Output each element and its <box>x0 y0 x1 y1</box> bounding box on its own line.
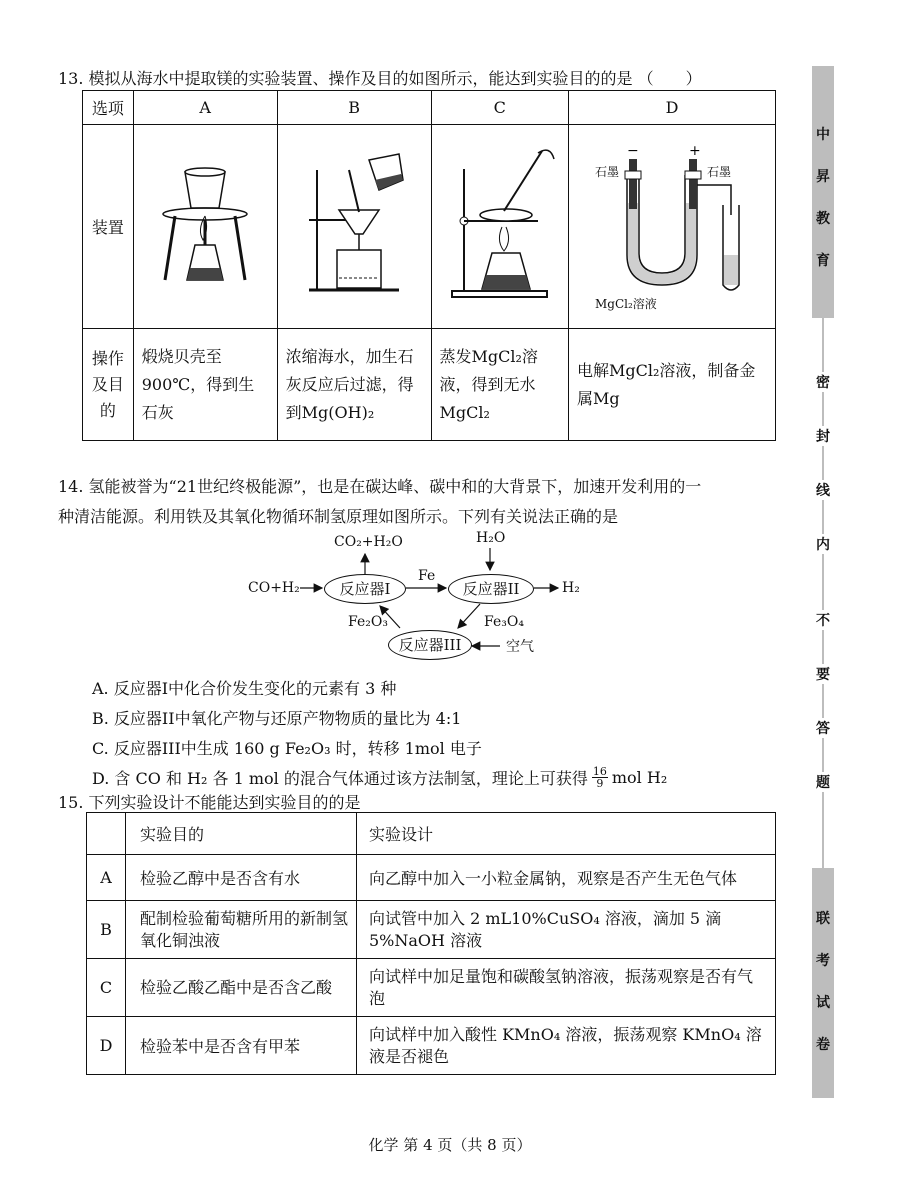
side-char-top-3: 教 <box>816 211 830 227</box>
q14-option-b: B. 反应器II中氧化产物与还原产物物质的量比为 4:1 <box>92 709 462 728</box>
q14-option-c: C. 反应器III中生成 160 g Fe₂O₃ 时，转移 1mol 电子 <box>92 739 482 758</box>
crucible-tripod-diagram <box>145 150 265 300</box>
anode-sign: + <box>689 144 701 159</box>
binding-strip-top-band <box>812 66 834 318</box>
q15-table <box>86 812 776 1075</box>
q13-operation-a: 煅烧贝壳至900℃，得到生石灰 <box>133 329 277 441</box>
label-h2o: H₂O <box>476 530 506 546</box>
q15-header-purpose: 实验目的 <box>126 813 357 855</box>
q14-title-line2: 种清洁能源。利用铁及其氧化物循环制氢原理如图所示。下列有关说法正确的是 <box>58 507 619 526</box>
q13-device-c <box>431 125 568 329</box>
q15-row-c-design: 向试样中加足量饱和碳酸氢钠溶液，振荡观察是否有气泡 <box>357 959 776 1017</box>
filtration-diagram <box>289 150 419 300</box>
q15-row-d-design: 向试样中加入酸性 KMnO₄ 溶液，振荡观察 KMnO₄ 溶液是否褪色 <box>357 1017 776 1075</box>
binding-strip-bottom-band <box>812 868 834 1098</box>
q15-row-b-opt: B <box>87 901 126 959</box>
q14-option-d-text: D. 含 CO 和 H₂ 各 1 mol 的混合气体通过该方法制氢，理论上可获得 <box>92 769 588 788</box>
side-char-bottom-1: 联 <box>816 911 830 927</box>
q14-option-a: A. 反应器I中化合价发生变化的元素有 3 种 <box>92 679 397 698</box>
side-char-bottom-4: 卷 <box>816 1037 830 1053</box>
side-char-mid-6: 要 <box>812 664 834 684</box>
label-co2-h2o: CO₂+H₂O <box>334 534 403 550</box>
graphite-right-label: 石墨 <box>707 165 732 179</box>
q14-option-d <box>92 766 667 789</box>
reactor-2: 反应器II <box>448 574 534 604</box>
q13-device-d <box>569 125 776 329</box>
q15-header-blank <box>87 813 126 855</box>
q15-row-c-purpose: 检验乙酸乙酯中是否含乙酸 <box>126 959 357 1017</box>
fraction-denominator: 9 <box>596 777 604 790</box>
q15-row-a-opt: A <box>87 855 126 901</box>
q14-cycle-diagram <box>240 530 580 660</box>
q13-header-option: 选项 <box>83 91 134 125</box>
side-char-mid-7: 答 <box>812 718 834 738</box>
q15-row-d-purpose: 检验苯中是否含有甲苯 <box>126 1017 357 1075</box>
q15-row-b-design: 向试管中加入 2 mL10%CuSO₄ 溶液，滴加 5 滴 5%NaOH 溶液 <box>357 901 776 959</box>
label-fe2o3: Fe₂O₃ <box>348 614 388 630</box>
side-char-top-4: 育 <box>816 253 830 269</box>
q13-row-device-label: 装置 <box>83 125 134 329</box>
q13-col-b: B <box>277 91 431 125</box>
side-char-bottom-3: 试 <box>816 995 830 1011</box>
reactor-1: 反应器I <box>324 574 406 604</box>
q15-row-b-purpose: 配制检验葡萄糖所用的新制氢氧化铜浊液 <box>126 901 357 959</box>
label-air: 空气 <box>506 639 534 655</box>
side-char-top-1: 中 <box>816 127 830 143</box>
side-char-top-2: 昇 <box>816 169 830 185</box>
q15-row-a-design: 向乙醇中加入一小粒金属钠，观察是否产生无色气体 <box>357 855 776 901</box>
q15-row-c-opt: C <box>87 959 126 1017</box>
q13-operation-c: 蒸发MgCl₂溶液，得到无水MgCl₂ <box>431 329 568 441</box>
q13-col-a: A <box>133 91 277 125</box>
q13-operation-b: 浓缩海水，加生石灰反应后过滤，得到Mg(OH)₂ <box>277 329 431 441</box>
q13-row-operation-label: 操作及目的 <box>83 329 134 441</box>
side-char-mid-4: 内 <box>812 534 834 554</box>
side-char-mid-2: 封 <box>812 426 834 446</box>
q13-operation-d: 电解MgCl₂溶液，制备金属Mg <box>569 329 776 441</box>
side-char-mid-8: 题 <box>812 772 834 792</box>
side-char-mid-1: 密 <box>812 372 834 392</box>
q13-device-b <box>277 125 431 329</box>
q15-row-a-purpose: 检验乙醇中是否含有水 <box>126 855 357 901</box>
cathode-sign: − <box>627 144 639 159</box>
label-co-h2: CO+H₂ <box>248 580 300 596</box>
fraction-numerator: 16 <box>592 765 607 778</box>
q13-device-a <box>133 125 277 329</box>
side-char-mid-3: 线 <box>812 480 834 500</box>
page-footer: 化学 第 4 页（共 8 页） <box>368 1136 532 1154</box>
fraction <box>592 766 608 789</box>
q13-title: 13. 模拟从海水中提取镁的实验装置、操作及目的如图所示，能达到实验目的的是 （ ） <box>58 69 702 88</box>
q14-title-line1: 14. 氢能被誉为“21世纪终极能源”，也是在碳达峰、碳中和的大背景下，加速开发利用的一 <box>58 477 702 496</box>
side-char-bottom-2: 考 <box>816 953 830 969</box>
mgcl2-solution-label: MgCl₂溶液 <box>595 297 657 311</box>
reactor-3: 反应器III <box>388 630 472 660</box>
q15-title: 15. 下列实验设计不能能达到实验目的的是 <box>58 793 361 812</box>
side-char-mid-5: 不 <box>812 610 834 630</box>
q14-option-d-tail: mol H₂ <box>611 768 668 787</box>
q15-header-design: 实验设计 <box>357 813 776 855</box>
q13-col-c: C <box>431 91 568 125</box>
evaporation-diagram <box>442 145 557 305</box>
q13-table <box>82 90 776 441</box>
q13-col-d: D <box>569 91 776 125</box>
label-fe3o4: Fe₃O₄ <box>484 614 524 630</box>
graphite-left-label: 石墨 <box>595 165 620 179</box>
label-h2: H₂ <box>562 580 580 596</box>
q15-row-d-opt: D <box>87 1017 126 1075</box>
label-fe: Fe <box>418 568 436 584</box>
